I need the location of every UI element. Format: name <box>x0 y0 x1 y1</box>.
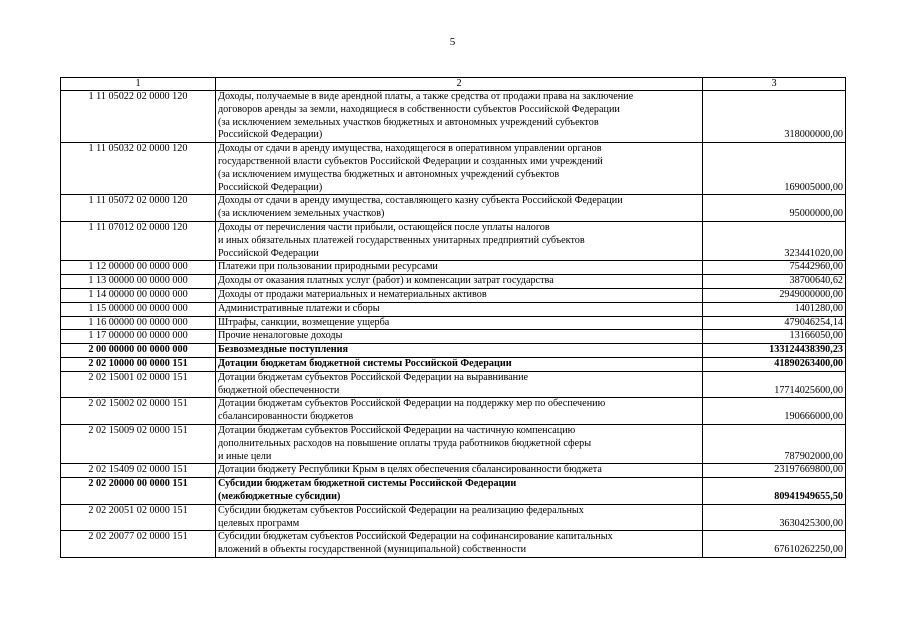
revenue-name-cell <box>216 195 703 222</box>
table-row <box>61 91 846 143</box>
revenue-name-line: бюджетной обеспеченности <box>218 384 340 396</box>
revenue-name-cell <box>216 424 703 463</box>
table-row <box>61 531 846 558</box>
budget-code-cell: 2 02 20000 00 0000 151 <box>61 478 216 505</box>
revenue-name-cell <box>216 531 703 558</box>
page-number: 5 <box>449 36 456 48</box>
budget-code-cell: 1 11 07012 02 0000 120 <box>61 221 216 260</box>
revenue-name-line: дополнительных расходов на повышение оплаты труда работников бюджетной сферы <box>218 437 592 449</box>
revenue-name-line: договоров аренды за земли, находящиеся в собственности субъектов Российской Федерации <box>218 103 620 115</box>
revenue-name-cell <box>216 464 703 478</box>
revenue-name-line: Платежи при пользовании природными ресурсами <box>218 261 438 273</box>
amount-cell: 479046254,14 <box>703 316 846 330</box>
revenue-name-cell <box>216 316 703 330</box>
revenue-name-line: Доходы от оказания платных услуг (работ) и компенсации затрат государства <box>218 275 554 287</box>
revenue-name-line: сбалансированности бюджетов <box>218 411 354 423</box>
budget-code-cell: 2 02 15002 02 0000 151 <box>61 398 216 425</box>
budget-code-cell: 2 02 10000 00 0000 151 <box>61 357 216 371</box>
revenue-name-line: Субсидии бюджетам бюджетной системы Российской Федерации <box>218 478 517 490</box>
revenue-name-line: Дотации бюджетам бюджетной системы Российской Федерации <box>218 357 512 369</box>
table-row <box>61 424 846 463</box>
budget-code-cell: 2 02 15409 02 0000 151 <box>61 464 216 478</box>
revenue-name-line: Административные платежи и сборы <box>218 302 380 314</box>
revenue-name-line: (за исключением земельных участков) <box>218 208 385 220</box>
table-row <box>61 275 846 289</box>
revenue-name-line: и иные цели <box>218 450 272 462</box>
revenue-name-cell <box>216 504 703 531</box>
revenue-name-cell <box>216 288 703 302</box>
revenue-name-line: (за исключением земельных участков бюджетных и автономных учреждений субъектов <box>218 116 599 128</box>
revenue-name-line: Штрафы, санкции, возмещение ущерба <box>218 316 390 328</box>
header-cell-name: 2 <box>216 78 703 91</box>
revenue-name-line: Субсидии бюджетам субъектов Российской Федерации на реализацию федеральных <box>218 504 584 516</box>
table-row <box>61 357 846 371</box>
amount-cell: 38700640,62 <box>703 275 846 289</box>
revenue-name-cell <box>216 221 703 260</box>
budget-code-cell: 1 15 00000 00 0000 000 <box>61 302 216 316</box>
budget-code-cell: 2 02 20077 02 0000 151 <box>61 531 216 558</box>
amount-cell: 75442960,00 <box>703 261 846 275</box>
table-row <box>61 478 846 505</box>
amount-cell: 133124438390,23 <box>703 344 846 358</box>
amount-cell: 323441020,00 <box>703 221 846 260</box>
revenue-name-line: Доходы от сдачи в аренду имущества, находящегося в оперативном управлении органов <box>218 143 602 155</box>
amount-cell: 2949000000,00 <box>703 288 846 302</box>
revenue-name-line: Дотации бюджету Республики Крым в целях обеспечения сбалансированности бюджета <box>218 464 602 476</box>
revenue-name-cell <box>216 91 703 143</box>
revenue-name-cell <box>216 371 703 398</box>
table-header-row <box>61 78 846 91</box>
table-row <box>61 261 846 275</box>
amount-cell: 190666000,00 <box>703 398 846 425</box>
revenue-name-cell <box>216 330 703 344</box>
revenue-name-line: вложений в объекты государственной (муниципальной) собственности <box>218 544 527 556</box>
budget-code-cell: 1 14 00000 00 0000 000 <box>61 288 216 302</box>
amount-cell: 17714025600,00 <box>703 371 846 398</box>
table-row <box>61 344 846 358</box>
amount-cell: 3630425300,00 <box>703 504 846 531</box>
budget-code-cell: 1 16 00000 00 0000 000 <box>61 316 216 330</box>
revenue-name-cell <box>216 357 703 371</box>
revenue-name-line: государственной власти субъектов Российской Федерации и созданных ими учреждений <box>218 155 603 167</box>
revenue-name-cell <box>216 398 703 425</box>
table-row <box>61 143 846 195</box>
table-row <box>61 221 846 260</box>
table-row <box>61 371 846 398</box>
budget-code-cell: 2 02 15009 02 0000 151 <box>61 424 216 463</box>
budget-code-cell: 1 11 05022 02 0000 120 <box>61 91 216 143</box>
revenue-name-cell <box>216 344 703 358</box>
budget-code-cell: 2 02 15001 02 0000 151 <box>61 371 216 398</box>
amount-cell: 1401280,00 <box>703 302 846 316</box>
revenue-name-line: Доходы от продажи материальных и нематериальных активов <box>218 288 487 300</box>
revenue-name-line: Российской Федерации) <box>218 129 323 141</box>
revenue-name-line: Субсидии бюджетам субъектов Российской Федерации на софинансирование капитальных <box>218 531 613 543</box>
revenue-name-line: (за исключением имущества бюджетных и автономных учреждений субъектов <box>218 168 560 180</box>
amount-cell: 23197669800,00 <box>703 464 846 478</box>
amount-cell: 95000000,00 <box>703 195 846 222</box>
amount-cell: 318000000,00 <box>703 91 846 143</box>
budget-code-cell: 1 12 00000 00 0000 000 <box>61 261 216 275</box>
budget-code-cell: 2 02 20051 02 0000 151 <box>61 504 216 531</box>
revenue-name-line: Безвозмездные поступления <box>218 344 349 356</box>
revenue-name-cell <box>216 478 703 505</box>
revenue-name-cell <box>216 261 703 275</box>
amount-cell: 41890263400,00 <box>703 357 846 371</box>
revenue-name-line: Доходы, получаемые в виде арендной платы, а также средства от продажи права на заключение <box>218 91 634 102</box>
revenue-name-cell <box>216 275 703 289</box>
amount-cell: 13166050,00 <box>703 330 846 344</box>
revenue-name-line: Дотации бюджетам субъектов Российской Федерации на выравнивание <box>218 371 529 383</box>
budget-code-cell: 1 17 00000 00 0000 000 <box>61 330 216 344</box>
budget-code-cell: 1 11 05032 02 0000 120 <box>61 143 216 195</box>
revenue-name-cell <box>216 302 703 316</box>
table-row <box>61 302 846 316</box>
revenue-name-line: Дотации бюджетам субъектов Российской Федерации на частичную компенсацию <box>218 424 576 436</box>
amount-cell: 169005000,00 <box>703 143 846 195</box>
revenue-name-line: целевых программ <box>218 517 300 529</box>
budget-code-cell: 1 13 00000 00 0000 000 <box>61 275 216 289</box>
revenue-name-line: Российской Федерации <box>218 247 319 259</box>
table-row <box>61 195 846 222</box>
budget-code-cell: 2 00 00000 00 0000 000 <box>61 344 216 358</box>
table-row <box>61 288 846 302</box>
revenue-name-line: Доходы от перечисления части прибыли, остающейся после уплаты налогов <box>218 221 550 233</box>
table-row <box>61 330 846 344</box>
budget-revenue-table <box>60 77 846 558</box>
table-row <box>61 398 846 425</box>
revenue-name-line: (межбюджетные субсидии) <box>218 490 341 502</box>
amount-cell: 67610262250,00 <box>703 531 846 558</box>
table-row <box>61 464 846 478</box>
revenue-name-line: Прочие неналоговые доходы <box>218 330 343 342</box>
header-cell-sum: 3 <box>703 78 846 91</box>
table-row <box>61 504 846 531</box>
header-cell-code: 1 <box>61 78 216 91</box>
amount-cell: 787902000,00 <box>703 424 846 463</box>
amount-cell: 80941949655,50 <box>703 478 846 505</box>
revenue-name-line: Российской Федерации) <box>218 181 323 193</box>
revenue-name-line: Доходы от сдачи в аренду имущества, составляющего казну субъекта Российской Федерации <box>218 195 623 207</box>
table-row <box>61 316 846 330</box>
revenue-name-line: Дотации бюджетам субъектов Российской Федерации на поддержку мер по обеспечению <box>218 398 606 410</box>
revenue-name-line: и иных обязательных платежей государственных унитарных предприятий субъектов <box>218 234 585 246</box>
revenue-name-cell <box>216 143 703 195</box>
budget-code-cell: 1 11 05072 02 0000 120 <box>61 195 216 222</box>
